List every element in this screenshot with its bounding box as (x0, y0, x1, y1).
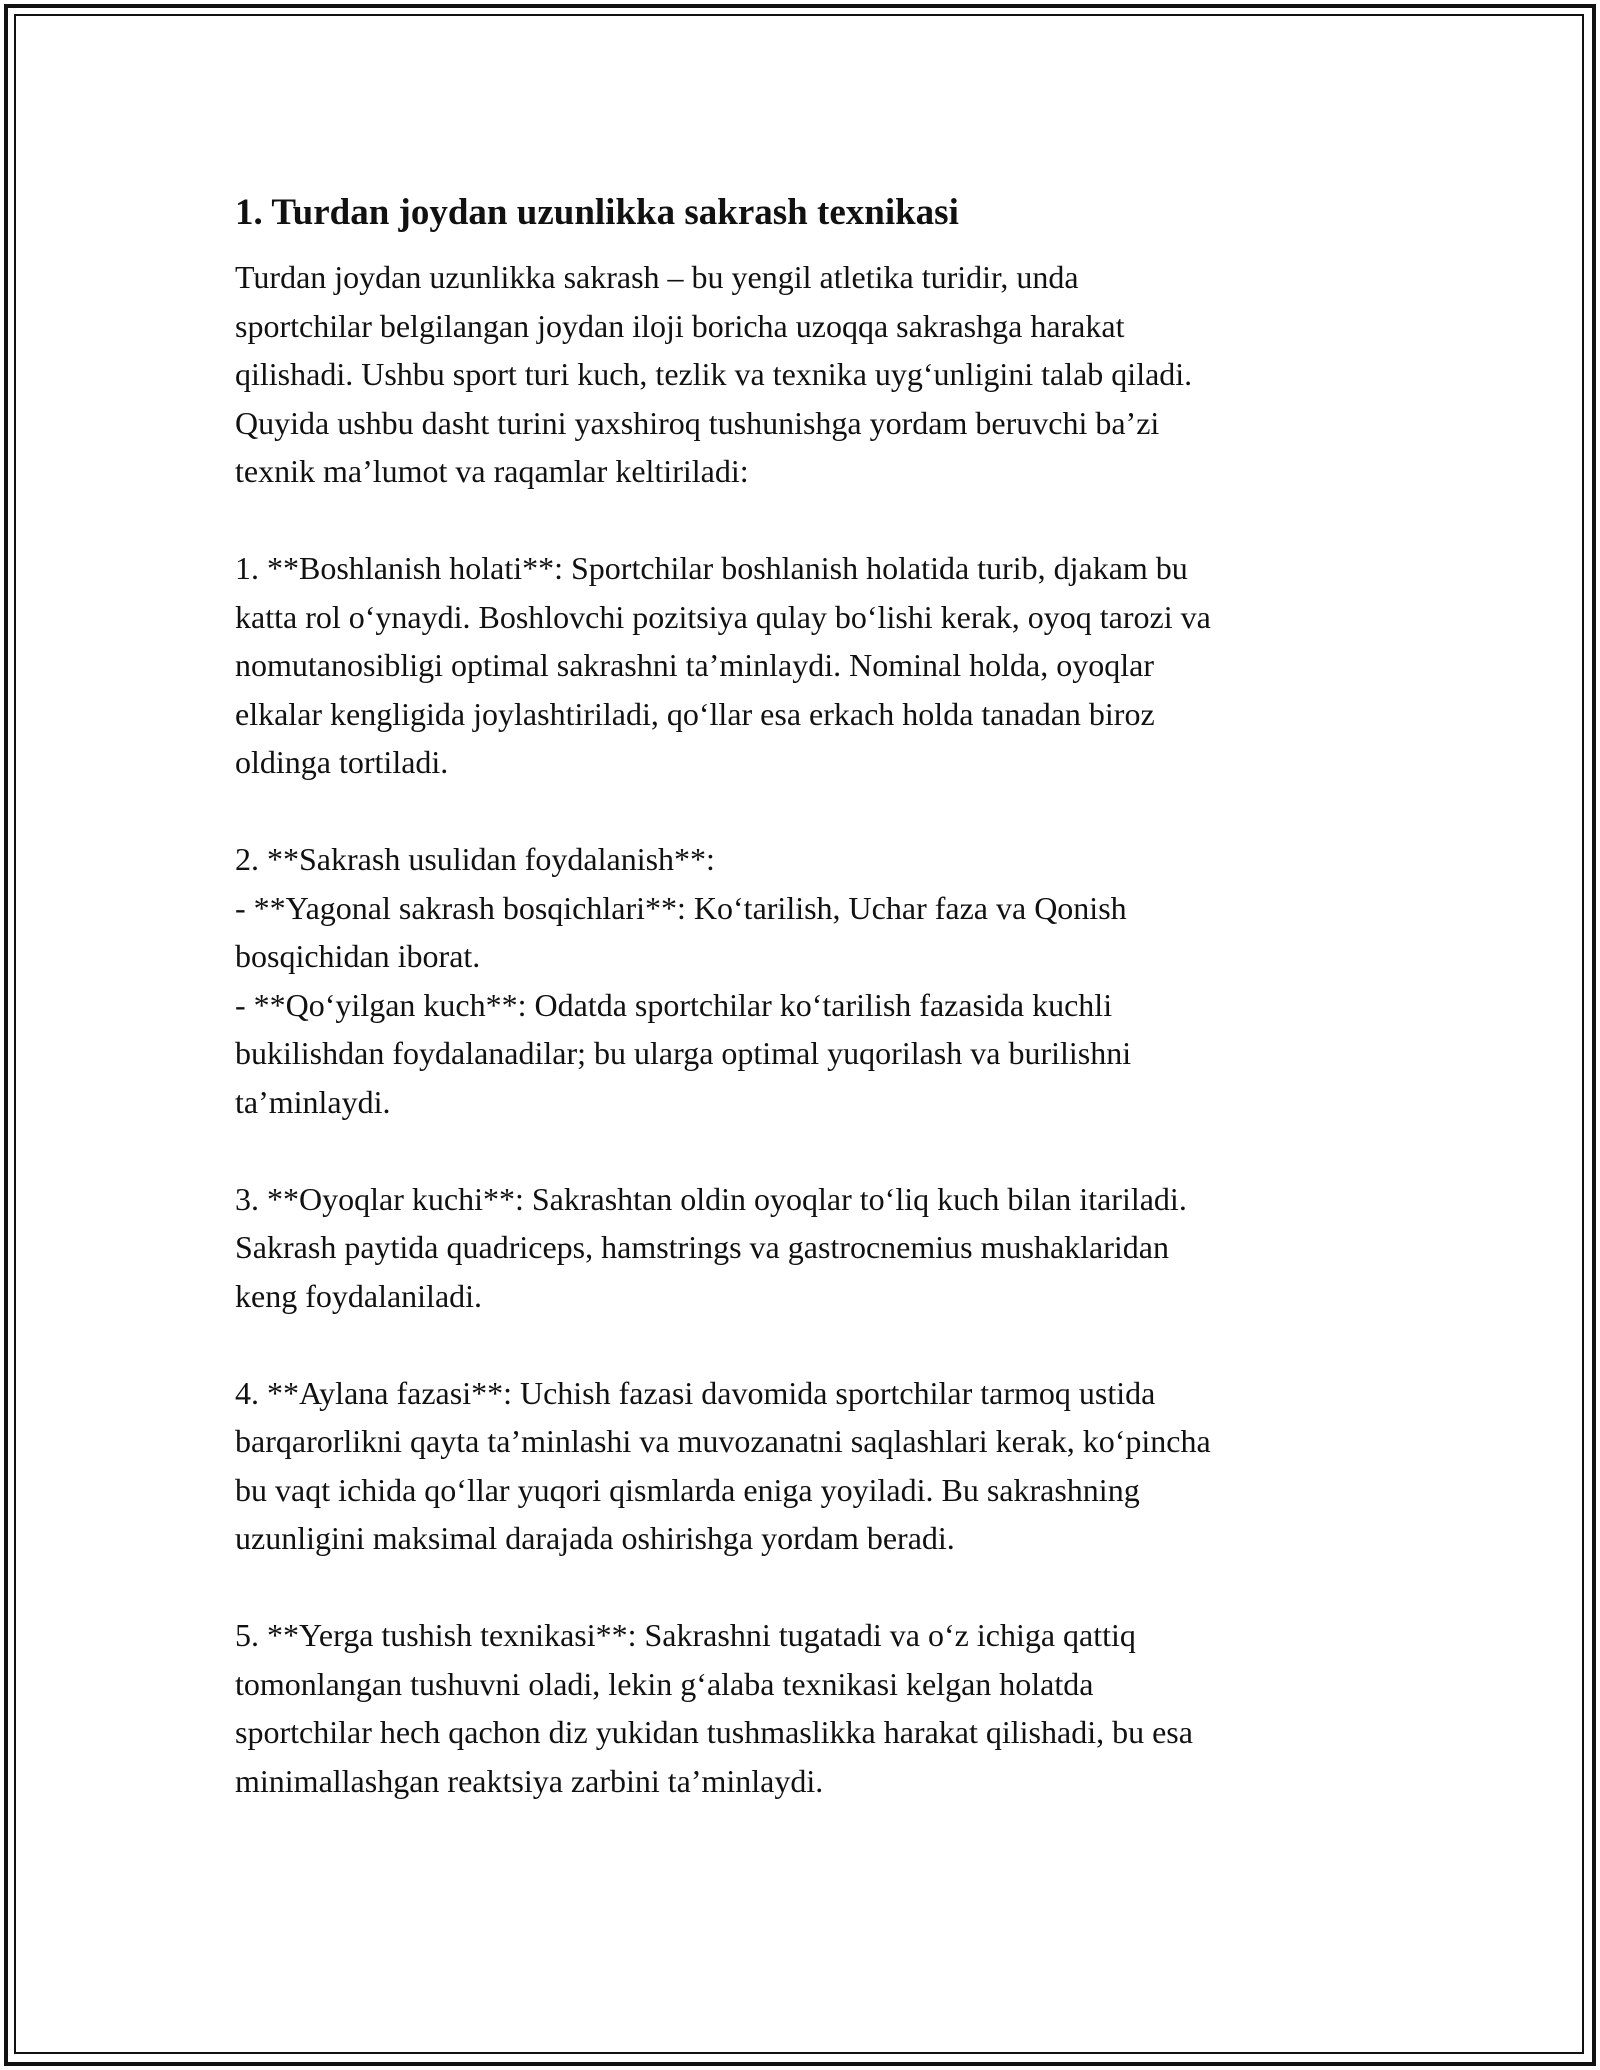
document-title: 1. Turdan joydan uzunlikka sakrash texnikasi (235, 192, 959, 233)
section-yerga-tushish: 5. **Yerga tushish texnikasi**: Sakrashni tugatadi va o‘z ichiga qattiq tomonlangan tushuvni oladi, lekin g‘alaba texnikasi kelgan holatda sportchilar hech qachon diz yukidan tushmaslikka harakat qilishadi, bu esa minimallashgan reaktsiya zarbini ta’minlaydi. (235, 1617, 1193, 1799)
section-sakrash-usuli: 2. **Sakrash usulidan foydalanish**: - **Yagonal sakrash bosqichlari**: Ko‘tarilish, Uchar faza va Qonish bosqichidan iborat. - **Qo‘yilgan kuch**: Odatda sportchilar ko‘tarilish fazasida kuchli bukilishdan foydalanadilar; bu ularga optimal yuqorilash va burilishni ta’minlaydi. (235, 841, 1132, 1120)
section-oyoqlar-kuchi: 3. **Oyoqlar kuchi**: Sakrashtan oldin oyoqlar to‘liq kuch bilan itariladi. Sakrash paytida quadriceps, hamstrings va gastrocnemius mushaklaridan keng foydalaniladi. (235, 1180, 1187, 1314)
document-body (235, 185, 1385, 1805)
section-boshlanish-holati: 1. **Boshlanish holati**: Sportchilar boshlanish holatida turib, djakam bu katta rol o‘ynaydi. Boshlovchi pozitsiya qulay bo‘lishi kerak, oyoq tarozi va nomutanosibligi optimal sakrashni ta’minlaydi. Nominal holda, oyoqlar elkalar kengligida joylashtiriladi, qo‘llar esa erkach holda tanadan biroz oldinga tortiladi. (235, 550, 1211, 780)
intro-paragraph: Turdan joydan uzunlikka sakrash – bu yengil atletika turidir, unda sportchilar belgilangan joydan iloji boricha uzoqqa sakrashga harakat qilishadi. Ushbu sport turi kuch, tezlik va texnika uyg‘unligini talab qiladi. Quyida ushbu dasht turini yaxshiroq tushunishga yordam beruvchi ba’zi texnik ma’lumot va raqamlar keltiriladi: (235, 259, 1193, 489)
section-aylana-fazasi: 4. **Aylana fazasi**: Uchish fazasi davomida sportchilar tarmoq ustida barqarorlikni qayta ta’minlashi va muvozanatni saqlashlari kerak, ko‘pincha bu vaqt ichida qo‘llar yuqori qismlarda eniga yoyiladi. Bu sakrashning uzunligini maksimal darajada oshirishga yordam beradi. (235, 1374, 1211, 1556)
